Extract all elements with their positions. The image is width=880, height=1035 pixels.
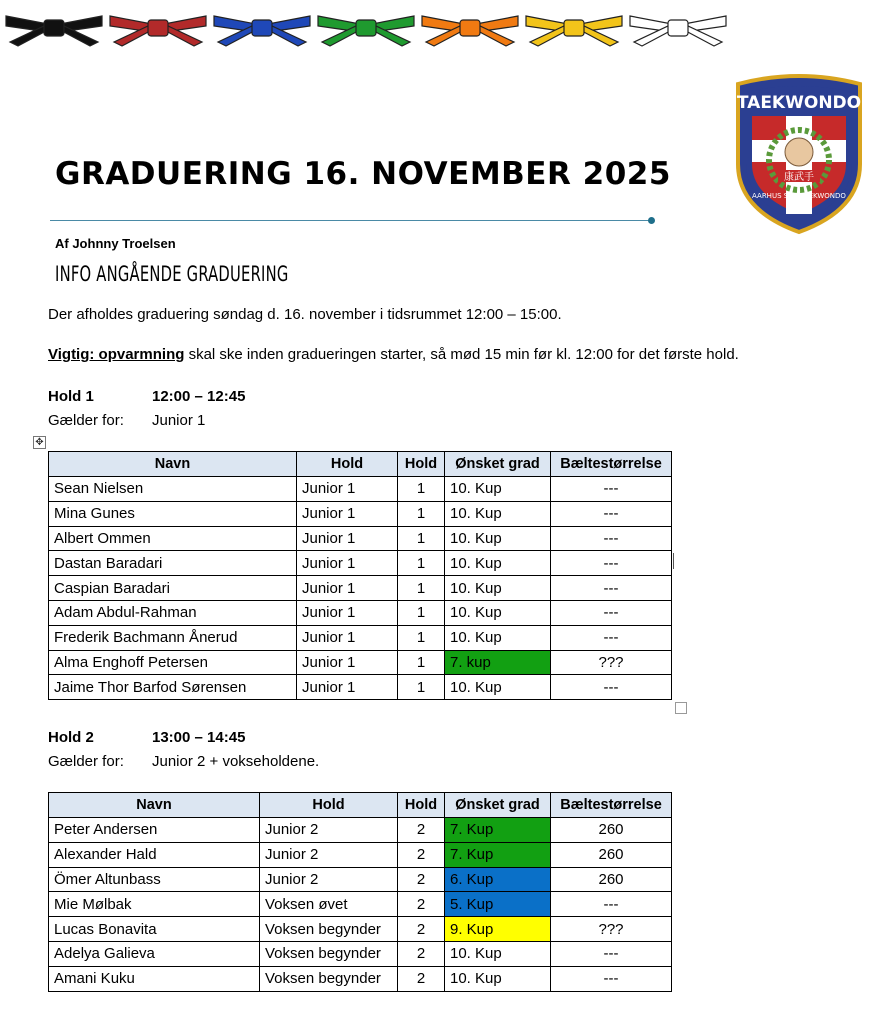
important-label: Vigtig: opvarmning bbox=[48, 346, 185, 363]
hold1-table bbox=[48, 451, 672, 700]
header-hold-team: Hold bbox=[297, 452, 398, 477]
hold2-table bbox=[48, 792, 672, 992]
cell-team: Junior 1 bbox=[297, 501, 398, 526]
table-row bbox=[49, 576, 672, 601]
cell-hold-number: 2 bbox=[398, 842, 445, 867]
cell-belt-size: --- bbox=[551, 501, 672, 526]
cell-hold-number: 1 bbox=[398, 551, 445, 576]
cell-belt-size: 260 bbox=[551, 842, 672, 867]
hold1-applies-value: Junior 1 bbox=[152, 412, 206, 429]
cell-grade: 10. Kup bbox=[445, 675, 551, 700]
cell-grade: 9. Kup bbox=[445, 917, 551, 942]
cell-grade: 10. Kup bbox=[445, 501, 551, 526]
cell-grade: 10. Kup bbox=[445, 576, 551, 601]
cell-name: Alma Enghoff Petersen bbox=[49, 650, 297, 675]
table-row bbox=[49, 526, 672, 551]
cell-grade: 10. Kup bbox=[445, 600, 551, 625]
table-row bbox=[49, 675, 672, 700]
cell-belt-size: 260 bbox=[551, 818, 672, 843]
cell-name: Amani Kuku bbox=[49, 966, 260, 991]
logo-title-text: TAEKWONDO bbox=[736, 93, 862, 113]
cell-grade: 10. Kup bbox=[445, 551, 551, 576]
logo-ring-text: AARHUS SYD TAEKWONDO bbox=[752, 192, 846, 200]
cell-team: Junior 1 bbox=[297, 576, 398, 601]
belt-icon bbox=[316, 8, 416, 48]
table-row bbox=[49, 600, 672, 625]
cell-hold-number: 2 bbox=[398, 966, 445, 991]
cell-name: Mina Gunes bbox=[49, 501, 297, 526]
intro-paragraph: Der afholdes graduering søndag d. 16. november i tidsrummet 12:00 – 15:00. bbox=[48, 306, 562, 323]
table-row bbox=[49, 650, 672, 675]
hold2-name: Hold 2 bbox=[48, 729, 94, 746]
title-underline-dot bbox=[648, 217, 655, 224]
cell-name: Lucas Bonavita bbox=[49, 917, 260, 942]
cell-name: Mie Mølbak bbox=[49, 892, 260, 917]
cell-hold-number: 1 bbox=[398, 501, 445, 526]
cell-grade: 10. Kup bbox=[445, 477, 551, 502]
cell-name: Sean Nielsen bbox=[49, 477, 297, 502]
header-hold-team: Hold bbox=[260, 793, 398, 818]
hold1-time: 12:00 – 12:45 bbox=[152, 388, 246, 405]
cell-name: Frederik Bachmann Ånerud bbox=[49, 625, 297, 650]
cell-team: Junior 1 bbox=[297, 477, 398, 502]
cell-name: Dastan Baradari bbox=[49, 551, 297, 576]
cell-belt-size: --- bbox=[551, 477, 672, 502]
table-row bbox=[49, 842, 672, 867]
club-logo bbox=[730, 72, 868, 236]
hold1-applies bbox=[48, 412, 206, 429]
cell-team: Junior 1 bbox=[297, 551, 398, 576]
table-header-row bbox=[49, 452, 672, 477]
hold2-time: 13:00 – 14:45 bbox=[152, 729, 246, 746]
important-text: skal ske inden gradueringen starter, så mød 15 min før kl. 12:00 for det første hold. bbox=[184, 346, 739, 363]
cell-team: Junior 2 bbox=[260, 842, 398, 867]
hold2-applies-value: Junior 2 + vokseholdene. bbox=[152, 753, 320, 770]
cell-name: Ömer Altunbass bbox=[49, 867, 260, 892]
belt-icon bbox=[108, 8, 208, 48]
cell-grade: 7. Kup bbox=[445, 818, 551, 843]
belt-icon bbox=[524, 8, 624, 48]
belt-icon bbox=[4, 8, 104, 48]
hold2-heading bbox=[48, 729, 246, 746]
cell-grade: 10. Kup bbox=[445, 526, 551, 551]
logo-chars-text: 康武手 bbox=[784, 172, 814, 183]
text-cursor bbox=[673, 553, 674, 569]
table-move-handle[interactable]: ✥ bbox=[33, 436, 46, 449]
hold1-name: Hold 1 bbox=[48, 388, 94, 405]
cell-hold-number: 1 bbox=[398, 675, 445, 700]
table-row bbox=[49, 477, 672, 502]
table-row bbox=[49, 941, 672, 966]
table-row bbox=[49, 867, 672, 892]
header-navn: Navn bbox=[49, 452, 297, 477]
table-row bbox=[49, 966, 672, 991]
table-header-row bbox=[49, 793, 672, 818]
hold1-heading bbox=[48, 388, 246, 405]
page-title: GRADUERING 16. NOVEMBER 2025 bbox=[55, 156, 671, 192]
header-grade: Ønsket grad bbox=[445, 793, 551, 818]
important-paragraph bbox=[48, 346, 739, 363]
header-belt-size: Bæltestørrelse bbox=[551, 793, 672, 818]
cell-belt-size: --- bbox=[551, 966, 672, 991]
cell-name: Albert Ommen bbox=[49, 526, 297, 551]
cell-grade: 6. Kup bbox=[445, 867, 551, 892]
cell-hold-number: 2 bbox=[398, 917, 445, 942]
cell-belt-size: --- bbox=[551, 576, 672, 601]
table-row bbox=[49, 625, 672, 650]
hold1-applies-label: Gælder for: bbox=[48, 412, 124, 429]
cell-team: Junior 1 bbox=[297, 600, 398, 625]
cell-grade: 7. kup bbox=[445, 650, 551, 675]
cell-belt-size: --- bbox=[551, 526, 672, 551]
cell-name: Jaime Thor Barfod Sørensen bbox=[49, 675, 297, 700]
cell-hold-number: 1 bbox=[398, 477, 445, 502]
cell-team: Junior 1 bbox=[297, 625, 398, 650]
belt-icon bbox=[212, 8, 312, 48]
header-belt-size: Bæltestørrelse bbox=[551, 452, 672, 477]
cell-grade: 5. Kup bbox=[445, 892, 551, 917]
cell-hold-number: 1 bbox=[398, 625, 445, 650]
cell-hold-number: 1 bbox=[398, 600, 445, 625]
cell-hold-number: 2 bbox=[398, 941, 445, 966]
cell-belt-size: --- bbox=[551, 941, 672, 966]
cell-name: Adelya Galieva bbox=[49, 941, 260, 966]
table-resize-handle[interactable] bbox=[675, 702, 687, 714]
hold2-applies bbox=[48, 753, 320, 770]
cell-belt-size: --- bbox=[551, 551, 672, 576]
cell-belt-size: 260 bbox=[551, 867, 672, 892]
cell-grade: 7. Kup bbox=[445, 842, 551, 867]
cell-belt-size: ??? bbox=[551, 917, 672, 942]
header-hold-number: Hold bbox=[398, 452, 445, 477]
cell-hold-number: 1 bbox=[398, 526, 445, 551]
cell-hold-number: 1 bbox=[398, 650, 445, 675]
cell-team: Voksen øvet bbox=[260, 892, 398, 917]
cell-belt-size: --- bbox=[551, 892, 672, 917]
header-hold-number: Hold bbox=[398, 793, 445, 818]
title-underline bbox=[50, 220, 650, 221]
table-row bbox=[49, 551, 672, 576]
cell-team: Voksen begynder bbox=[260, 917, 398, 942]
cell-hold-number: 2 bbox=[398, 892, 445, 917]
table-row bbox=[49, 501, 672, 526]
cell-belt-size: ??? bbox=[551, 650, 672, 675]
cell-team: Junior 2 bbox=[260, 818, 398, 843]
cell-name: Caspian Baradari bbox=[49, 576, 297, 601]
cell-belt-size: --- bbox=[551, 625, 672, 650]
cell-team: Junior 2 bbox=[260, 867, 398, 892]
cell-team: Junior 1 bbox=[297, 675, 398, 700]
author-line: Af Johnny Troelsen bbox=[55, 236, 176, 251]
cell-team: Voksen begynder bbox=[260, 966, 398, 991]
table-row bbox=[49, 818, 672, 843]
cell-hold-number: 1 bbox=[398, 576, 445, 601]
cell-hold-number: 2 bbox=[398, 818, 445, 843]
table-row bbox=[49, 892, 672, 917]
cell-belt-size: --- bbox=[551, 600, 672, 625]
info-heading: INFO ANGÅENDE GRADUERING bbox=[55, 262, 289, 286]
cell-team: Junior 1 bbox=[297, 526, 398, 551]
header-grade: Ønsket grad bbox=[445, 452, 551, 477]
cell-name: Adam Abdul-Rahman bbox=[49, 600, 297, 625]
header-navn: Navn bbox=[49, 793, 260, 818]
table-row bbox=[49, 917, 672, 942]
cell-hold-number: 2 bbox=[398, 867, 445, 892]
hold2-applies-label: Gælder for: bbox=[48, 753, 124, 770]
belt-icon bbox=[628, 8, 728, 48]
cell-grade: 10. Kup bbox=[445, 941, 551, 966]
cell-grade: 10. Kup bbox=[445, 625, 551, 650]
cell-name: Peter Andersen bbox=[49, 818, 260, 843]
cell-team: Junior 1 bbox=[297, 650, 398, 675]
cell-team: Voksen begynder bbox=[260, 941, 398, 966]
cell-name: Alexander Hald bbox=[49, 842, 260, 867]
cell-belt-size: --- bbox=[551, 675, 672, 700]
belt-icon bbox=[420, 8, 520, 48]
cell-grade: 10. Kup bbox=[445, 966, 551, 991]
